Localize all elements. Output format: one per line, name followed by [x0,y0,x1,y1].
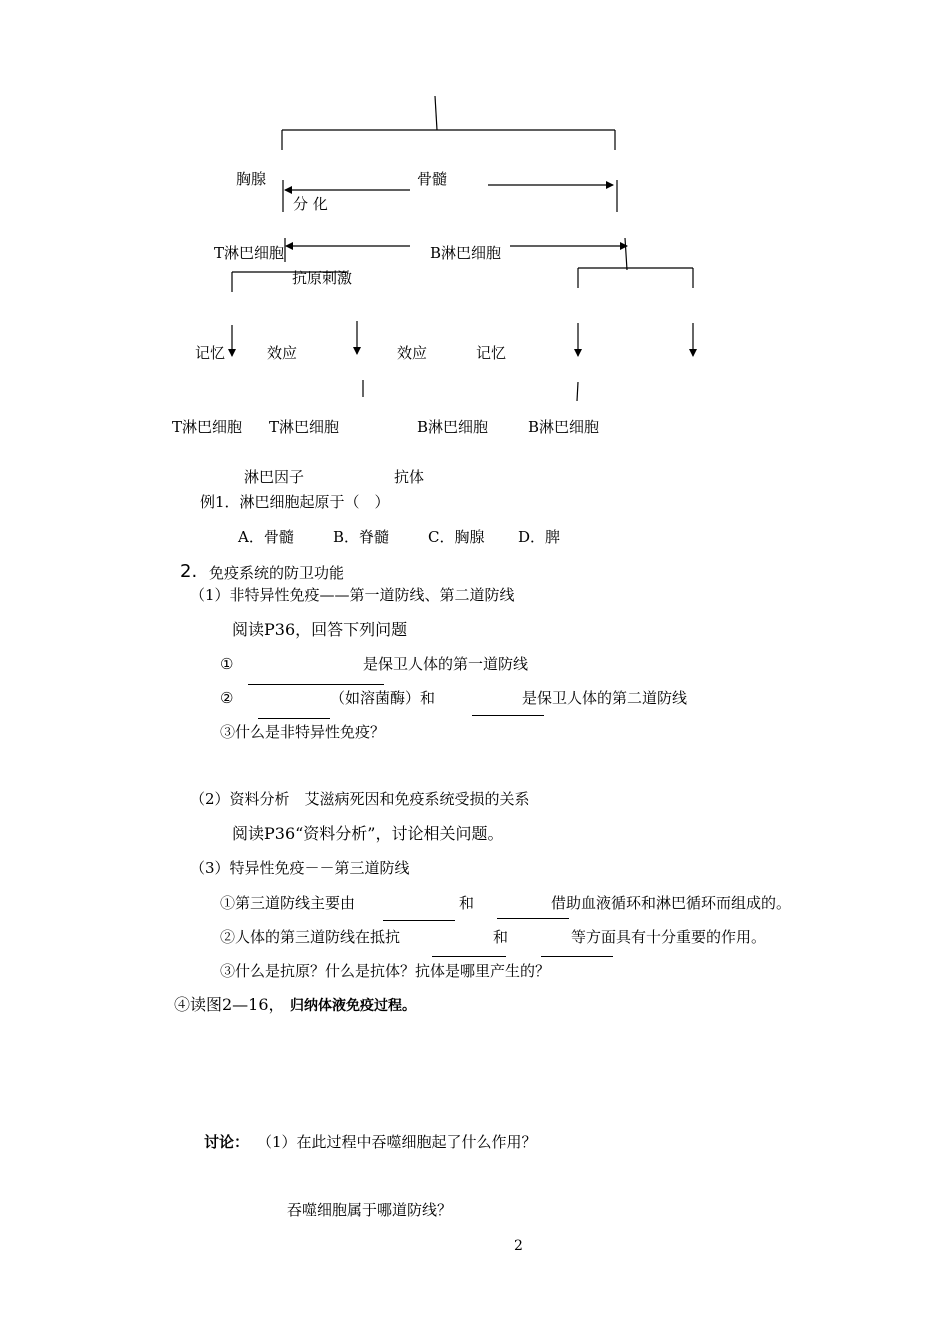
third-line-q1-blank-2[interactable] [497,918,569,919]
section-2-sub-2: （2）资料分析 艾滋病死因和免疫系统受损的关系 [190,790,530,808]
q1-text: 是保卫人体的第一道防线 [363,655,529,673]
read-p36-instruction: 阅读P36，回答下列问题 [232,620,408,639]
discussion-label: 讨论： [204,1133,250,1151]
third-line-q1-a: ①第三道防线主要由 [220,894,356,912]
example-1-option-c: C．胸腺 [428,528,485,546]
third-line-q2-b: 和 [493,928,509,946]
discussion-q2: 吞噬细胞属于哪道防线？ [287,1201,453,1219]
third-line-q4-b: 归纳体液免疫过程。 [290,998,416,1014]
third-line-q1-blank-1[interactable] [383,920,455,921]
memory-t-cell-label: T淋巴细胞 [172,418,243,436]
page-number: 2 [514,1238,523,1254]
section-2-sub-1: （1）非特异性免疫——第一道防线、第二道防线 [190,586,515,604]
third-line-q2-blank-1[interactable] [432,956,506,957]
effector-t-cell-label: T淋巴细胞 [269,418,340,436]
third-line-q2-c: 等方面具有十分重要的作用。 [571,928,767,946]
q2-blank-1[interactable] [258,718,330,719]
thymus-label: 胸腺 [236,170,267,188]
third-line-q1-c: 借助血液循环和淋巴循环而组成的。 [551,894,792,912]
lymphokine-label: 淋巴因子 [244,468,305,486]
section-2-sub-3: （3）特异性免疫－－第三道防线 [190,859,410,877]
q2-text-a: （如溶菌酶）和 [330,689,436,707]
lymphocyte-flow-diagram [0,0,950,480]
differentiation-label: 分 化 [293,195,328,213]
effector-b-cell-label: B淋巴细胞 [417,418,489,436]
t-cell-label: T淋巴细胞 [214,244,285,262]
memory-b-cell-label: B淋巴细胞 [528,418,600,436]
effector-label-right: 效应 [397,344,428,362]
q3-text: ③什么是非特异性免疫？ [220,723,386,741]
example-1-option-a: A．骨髓 [238,528,294,546]
section-2-number: 2. [180,561,198,582]
third-line-q2-a: ②人体的第三道防线在抵抗 [220,928,401,946]
effector-label-left: 效应 [267,344,298,362]
third-line-q4-a: ④读图2—16， [174,995,285,1014]
third-line-q3: ③什么是抗原？什么是抗体？抗体是哪里产生的？ [220,962,551,980]
memory-label-right: 记忆 [476,344,507,362]
q2-blank-2[interactable] [472,715,544,716]
antigen-stimulus-label: 抗原刺激 [292,269,353,287]
memory-label-left: 记忆 [195,344,226,362]
example-1-option-d: D．脾 [518,528,561,546]
antibody-label: 抗体 [394,468,425,486]
read-data-analysis-instruction: 阅读P36“资料分析”，讨论相关问题。 [232,824,504,843]
q1-marker: ① [220,655,234,673]
b-cell-label: B淋巴细胞 [430,244,502,262]
b-cell-vertical-tick [625,238,627,270]
example-1-option-b: B．脊髓 [333,528,390,546]
q2-marker: ② [220,689,234,707]
q1-blank[interactable] [248,684,384,685]
bone-marrow-label: 骨髓 [417,170,448,188]
third-line-q1-b: 和 [459,894,475,912]
discussion-q1: （1）在此过程中吞噬细胞起了什么作用？ [257,1133,537,1151]
example-1-question: 例1．淋巴细胞起原于（ ） [200,493,390,511]
top-stem-line [435,96,437,130]
q2-text-b: 是保卫人体的第二道防线 [522,689,688,707]
effector-b-tick [577,382,578,401]
section-2-title: 免疫系统的防卫功能 [209,564,345,582]
third-line-q2-blank-2[interactable] [541,956,613,957]
